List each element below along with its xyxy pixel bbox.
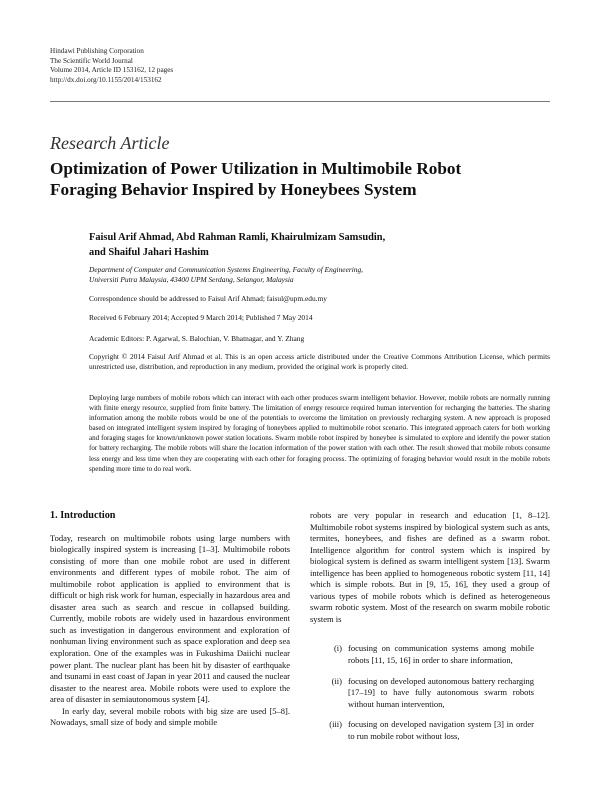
academic-editors: Academic Editors: P. Agarwal, S. Balochian, V. Bhatnagar, and Y. Zhang [89,334,305,343]
list-item-number: (i) [333,643,342,654]
article-type: Research Article [50,133,170,153]
section-heading: 1. Introduction [50,510,116,521]
copyright-notice: Copyright © 2014 Faisul Arif Ahmad et al. This is an open access article distributed under the Creative Commons Attribution License, which permits unrestricted use, distribution, and reproduction in any medium, provided the original work is properly cited. [89,352,550,371]
header-divider [50,101,550,102]
doi-link[interactable]: http://dx.doi.org/10.1155/2014/153162 [50,75,162,84]
journal-name: The Scientific World Journal [50,56,133,65]
list-item-number: (ii) [331,675,342,686]
paper-title [50,158,550,200]
left-column [50,510,290,729]
intro-paragraph-3: robots are very popular in research and education [1, 8–12]. Multimobile robot systems inspired by biological system such as ants, termites, honeybees, and fishes are defined as a swarm robot. Intelligence algorithm for control system which is inspired by biological system is defined as swarm intelligent system [13]. Swarm intelligence has been applied to homogeneous robotic system [11, 14] which is simple robots. But in [9, 15, 16], they used a group of various types of mobile robots which is defined as heterogeneous swarm robotic system. Most of the research on swarm mobile robotic system is [310,510,550,624]
journal-header [50,47,173,85]
affiliation-line-1: Department of Computer and Communication Systems Engineering, Faculty of Engineering, [89,265,364,274]
intro-paragraph-1: Today, research on multimobile robots using large numbers with biologically inspired system is increasing [1–3]. Multimobile robots consisting of more than one mobile robot are used in different environments and different types of mobile robot. The aim of multimobile robot application is applied to environment that is difficult or high risk work for human, especially in hazardous area and disaster area such as search and rescue in collapsed building. Currently, mobile robots are widely used in hazardous environment such as investigation in dangerous environment and exploration of nonhuman living environment such as space exploration and deep sea exploration. One of the examples was in Fukushima Daiichi nuclear power plant. The nuclear plant has been hit by disaster of earthquake and tsunami in east coast of Japan in year 2011 and caused the nuclear disaster to the nearest area. Mobile robots were used to explore the area of disaster in semiautonomous system [4]. [50,532,290,705]
list-item [310,643,550,666]
abstract: Deploying large numbers of mobile robots which can interact with each other produces swarm intelligent behavior. However, mobile robots are normally running with finite energy resource, supplied from finite battery. The limitation of energy resource required human intervention for recharging the batteries. The sharing information among the mobile robots would be one of the potentials to overcome the limitation on previously recharging system. A new approach is proposed based on integrated intelligent system inspired by foraging of honeybees applied to multimobile robot scenario. This integrated approach caters for both working and foraging stages for known/unknown power station locations. Swarm mobile robot inspired by honeybee is simulated to explore and identify the power station for battery recharging. The mobile robots will share the location information of the power station with each other. The result showed that mobile robots consume less energy and less time when they are cooperating with each other for foraging process. The optimizing of foraging behavior would result in the mobile robots spending more time to do real work. [89,394,550,473]
list-item-text: focusing on developed navigation system [3] in order to run mobile robot without loss, [348,719,534,741]
list-item [310,719,550,742]
title-line-1: Optimization of Power Utilization in Multimobile Robot [50,159,462,178]
title-line-2: Foraging Behavior Inspired by Honeybees System [50,180,417,199]
list-item [310,676,550,711]
affiliation [89,265,550,286]
list-item-text: focusing on developed autonomous battery recharging [17–19] to have fully autonomous swarm robots without human intervention, [348,675,534,709]
correspondence: Correspondence should be addressed to Faisul Arif Ahmad; faisul@upm.edu.my [89,294,327,303]
right-column [310,510,550,751]
list-item-text: focusing on communication systems among mobile robots [11, 15, 16] in order to share information, [348,643,534,666]
publication-dates: Received 6 February 2014; Accepted 9 March 2014; Published 7 May 2014 [89,313,313,322]
intro-paragraph-2: In early day, several mobile robots with big size are used [5–8]. Nowadays, small size of body and simple mobile [50,705,290,728]
list-item-number: (iii) [329,719,342,730]
volume-info: Volume 2014, Article ID 153162, 12 pages [50,66,174,75]
publisher-name: Hindawi Publishing Corporation [50,47,144,55]
authors-line-2: and Shaiful Jahari Hashim [89,246,209,258]
authors-line-1: Faisul Arif Ahmad, Abd Rahman Ramli, Khairulmizam Samsudin, [89,232,386,243]
focus-list [310,643,550,742]
author-list [89,231,489,260]
affiliation-line-2: Universiti Putra Malaysia, 43400 UPM Serdang, Selangor, Malaysia [89,275,294,285]
